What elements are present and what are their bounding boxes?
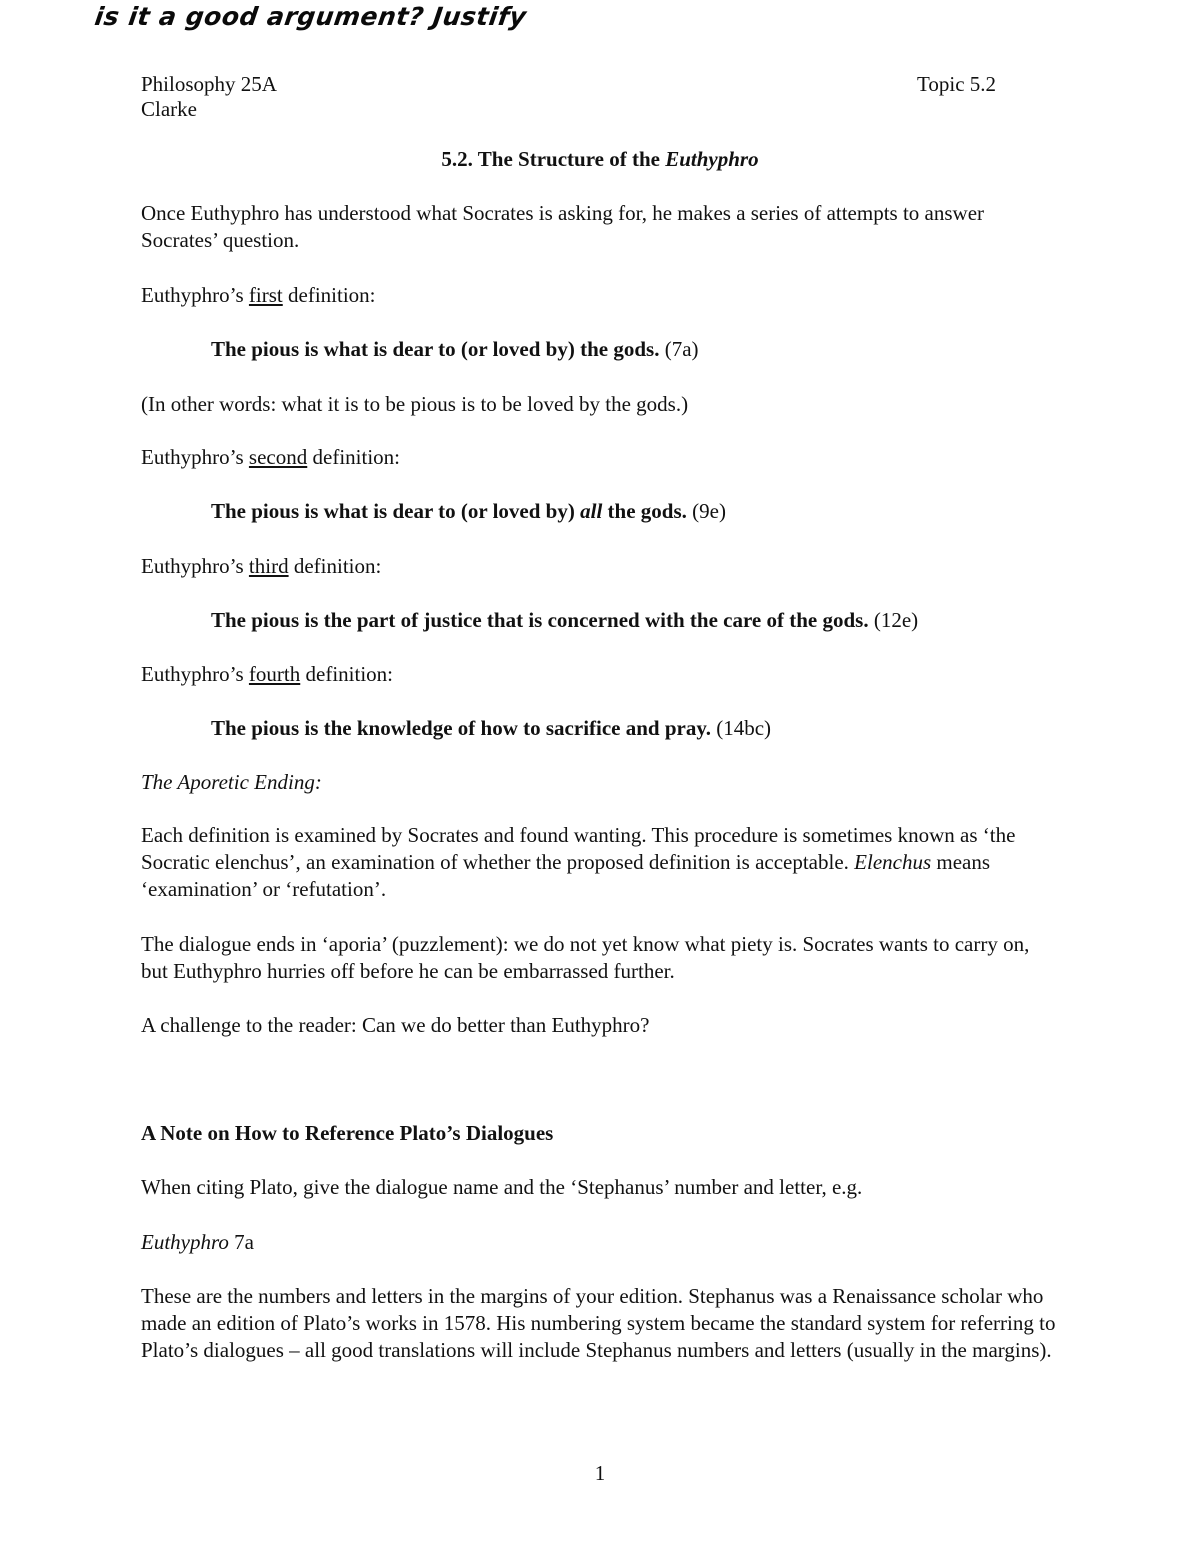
intro-paragraph: Once Euthyphro has understood what Socrates is asking for, he makes a series of attempts to answer Socrates’ question. [141,201,985,252]
definition-bold: The pious is the part of justice that is concerned with the care of the gods. [211,608,869,632]
stephanus-ref: (7a) [659,337,699,361]
citing-instruction: When citing Plato, give the dialogue name and the ‘Stephanus’ number and letter, e.g. [141,1175,863,1199]
definition-label-4 [141,661,393,688]
elenchus-term: Elenchus [854,850,932,874]
stephanus-ref: (12e) [868,608,919,632]
aporia-paragraph: The dialogue ends in ‘aporia’ (puzzlement): we do not yet know what piety is. Socrates wants to carry on, but Euthyphro hurries off before he can be embarrassed further. [141,932,1030,983]
challenge-line: A challenge to the reader: Can we do better than Euthyphro? [141,1013,650,1037]
definition-bold-tail: the gods. [602,499,687,523]
label-post: definition: [282,283,376,307]
topic-label: Topic 5.2 [917,72,997,96]
label-post: definition: [307,445,400,469]
course-name: Philosophy 25A [141,72,277,96]
definition-label-2 [141,444,400,471]
citation-example [141,1229,254,1256]
ordinal: second [248,445,308,469]
handwritten-annotation: is it a good argument? Justify [92,2,529,31]
title-italic: Euthyphro [665,147,759,171]
title-prefix: 5.2. The Structure of the [441,147,666,171]
stephanus-paragraph: These are the numbers and letters in the margins of your edition. Stephanus was a Renaissance scholar who made an edition of Plato’s works in 1578. His numbering system became the standard system for referring to Plato’s dialogues – all good translations will include Stephanus numbers and letters (usually in the margins). [141,1284,1056,1362]
label-pre: Euthyphro’s [141,662,249,686]
definition-statement-3 [211,607,918,634]
definition-statement-1 [211,336,699,363]
example-dialogue: Euthyphro [141,1230,229,1254]
page-number: 1 [594,1461,606,1485]
page-title [0,146,1200,173]
label-pre: Euthyphro’s [141,554,249,578]
aporetic-heading: The Aporetic Ending: [141,770,322,794]
stephanus-ref: (14bc) [710,716,772,740]
definition-label-3 [141,553,381,580]
note-heading: A Note on How to Reference Plato’s Dialogues [141,1121,554,1145]
ordinal: third [248,554,289,578]
label-pre: Euthyphro’s [141,283,249,307]
definition-bold: The pious is the knowledge of how to sacrifice and pray. [211,716,711,740]
elenchus-paragraph [141,822,1061,903]
label-pre: Euthyphro’s [141,445,249,469]
elenchus-tail: means ‘examination’ or ‘refutation’. [141,850,991,901]
definition-statement-2 [211,498,726,525]
in-other-words: (In other words: what it is to be pious is to be loved by the gods.) [141,392,689,416]
stephanus-ref: (9e) [686,499,726,523]
ordinal: fourth [248,662,301,686]
definition-bold-italic: all [580,499,603,523]
ordinal: first [248,283,283,307]
definition-statement-4 [211,715,771,742]
elenchus-text: Each definition is examined by Socrates and found wanting. This procedure is sometimes known as ‘the Socratic elenchus’, an examination of whether the proposed definition is acceptable. [141,823,1016,874]
instructor-name: Clarke [141,97,197,121]
label-post: definition: [288,554,382,578]
definition-label-1 [141,282,376,309]
label-post: definition: [300,662,393,686]
example-ref: 7a [228,1230,254,1254]
definition-bold: The pious is what is dear to (or loved by) [211,499,581,523]
definition-bold: The pious is what is dear to (or loved by) the gods. [211,337,660,361]
